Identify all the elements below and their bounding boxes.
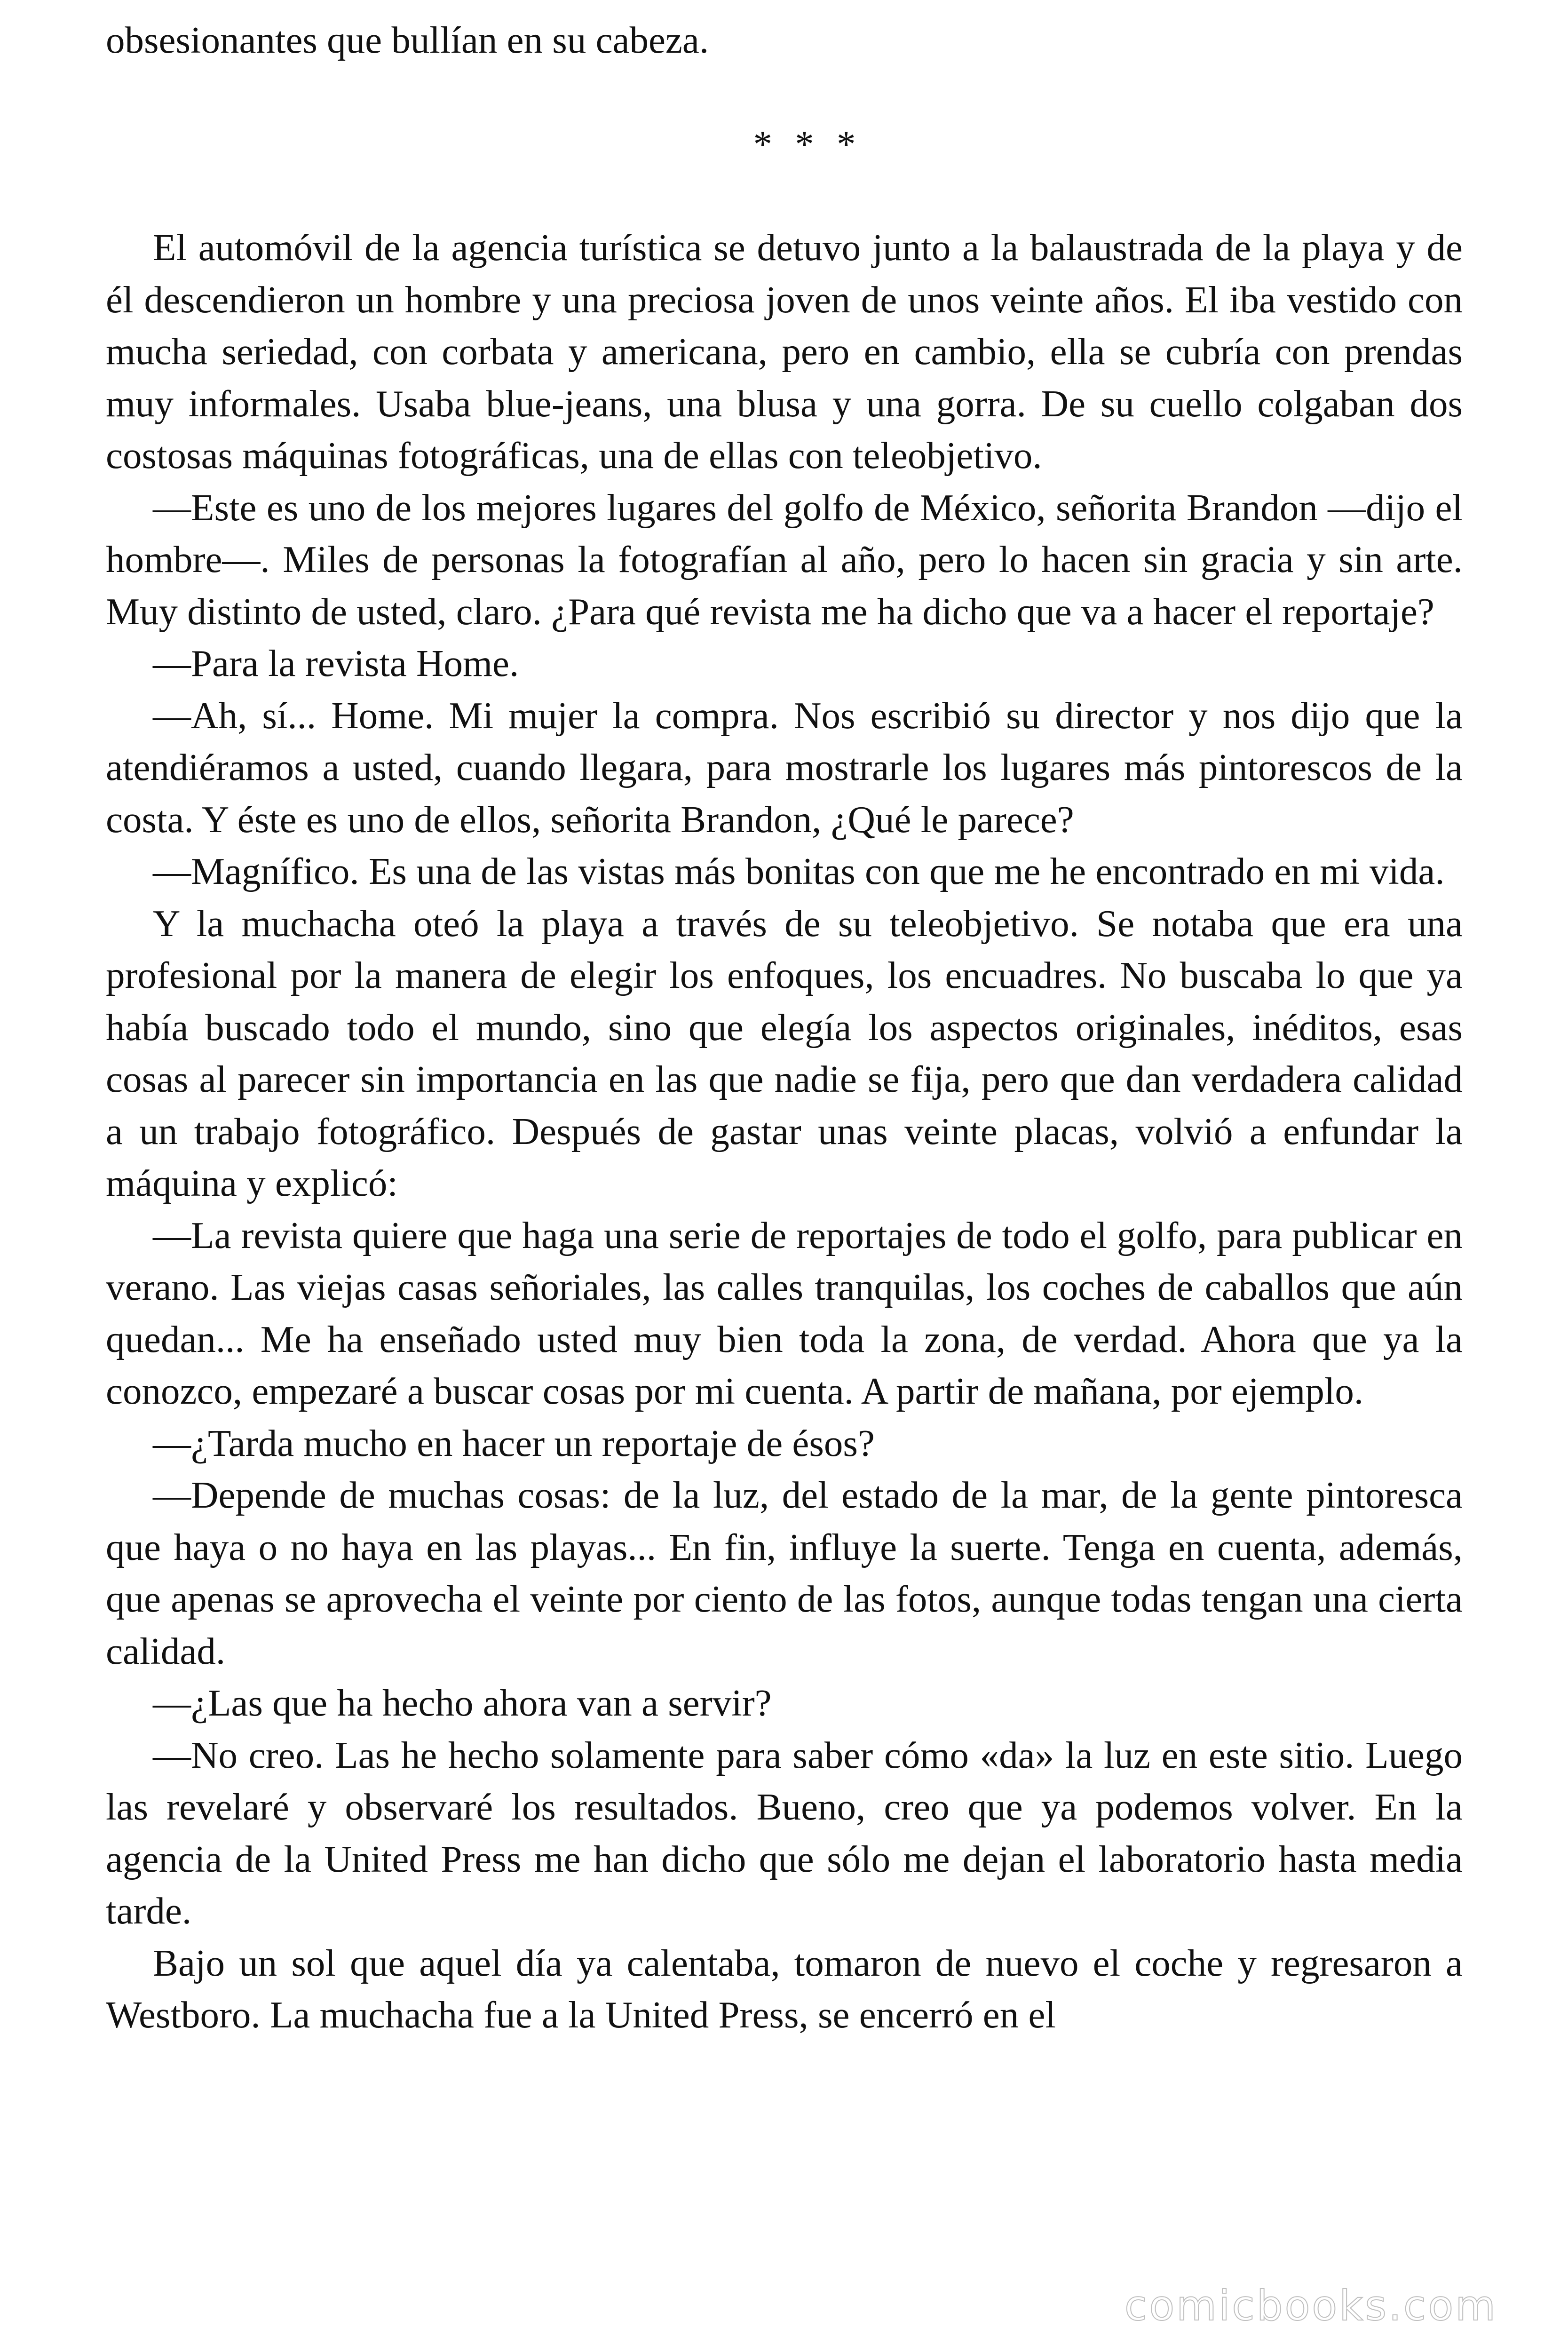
paragraph: Y la muchacha oteó la playa a través de su teleobjetivo. Se notaba que era una profesional por la manera de elegir los enfoques, los encuadres. No buscaba lo que ya había buscado todo el mundo, sino que elegía los aspectos originales, inéditos, esas cosas al parecer sin importancia en las que nadie se fija, pero que dan verdadera calidad a un trabajo fotográfico. Después de gastar unas veinte placas, volvió a enfundar la máquina y explicó:	[106, 902, 1463, 1204]
opening-line: obsesionantes que bullían en su cabeza.	[106, 19, 709, 61]
paragraph: —Depende de muchas cosas: de la luz, del estado de la mar, de la gente pintoresca que haya o no haya en las playas... En fin, influye la suerte. Tenga en cuenta, además, que apenas se aprovecha el veinte por ciento de las fotos, aunque todas tengan una cierta calidad.	[106, 1474, 1463, 1672]
paragraph: —¿Las que ha hecho ahora van a servir?	[153, 1682, 772, 1724]
watermark-logo: comicbooks.com	[1124, 2281, 1497, 2330]
paragraph: Bajo un sol que aquel día ya calentaba, tomaron de nuevo el coche y regresaron a Westboro. La muchacha fue a la United Press, se encerró en el	[106, 1941, 1463, 2036]
paragraph: —Magnífico. Es una de las vistas más bonitas con que me he encontrado en mi vida.	[153, 850, 1445, 892]
paragraph: —Ah, sí... Home. Mi mujer la compra. Nos escribió su director y nos dijo que la atendiéramos a usted, cuando llegara, para mostrarle los lugares más pintorescos de la costa. Y éste es uno de ellos, señorita Brandon, ¿Qué le parece?	[106, 694, 1463, 841]
paragraph: —¿Tarda mucho en hacer un reportaje de ésos?	[153, 1422, 875, 1464]
scene-separator: * * *	[753, 122, 863, 165]
paragraph: —La revista quiere que haga una serie de reportajes de todo el golfo, para publicar en verano. Las viejas casas señoriales, las calles tranquilas, los coches de caballos que aún quedan... Me ha enseñado usted muy bien toda la zona, de verdad. Ahora que ya la conozco, empezaré a buscar cosas por mi cuenta. A partir de mañana, por ejemplo.	[106, 1214, 1463, 1412]
paragraph: El automóvil de la agencia turística se detuvo junto a la balaustrada de la playa y de él descendieron un hombre y una preciosa joven de unos veinte años. El iba vestido con mucha seriedad, con corbata y americana, pero en cambio, ella se cubría con prendas muy informales. Usaba blue-jeans, una blusa y una gorra. De su cuello colgaban dos costosas máquinas fotográficas, una de ellas con teleobjetivo.	[106, 226, 1463, 477]
paragraph: —Para la revista Home.	[153, 642, 519, 684]
paragraph: —Este es uno de los mejores lugares del golfo de México, señorita Brandon —dijo el hombre—. Miles de personas la fotografían al año, pero lo hacen sin gracia y sin arte. Muy distinto de usted, claro. ¿Para qué revista me ha dicho que va a hacer el reportaje?	[106, 486, 1463, 633]
page-text	[106, 14, 1463, 2041]
paragraph: —No creo. Las he hecho solamente para saber cómo «da» la luz en este sitio. Luego las revelaré y observaré los resultados. Bueno, creo que ya podemos volver. En la agencia de la United Press me han dicho que sólo me dejan el laboratorio hasta media tarde.	[106, 1733, 1463, 1932]
